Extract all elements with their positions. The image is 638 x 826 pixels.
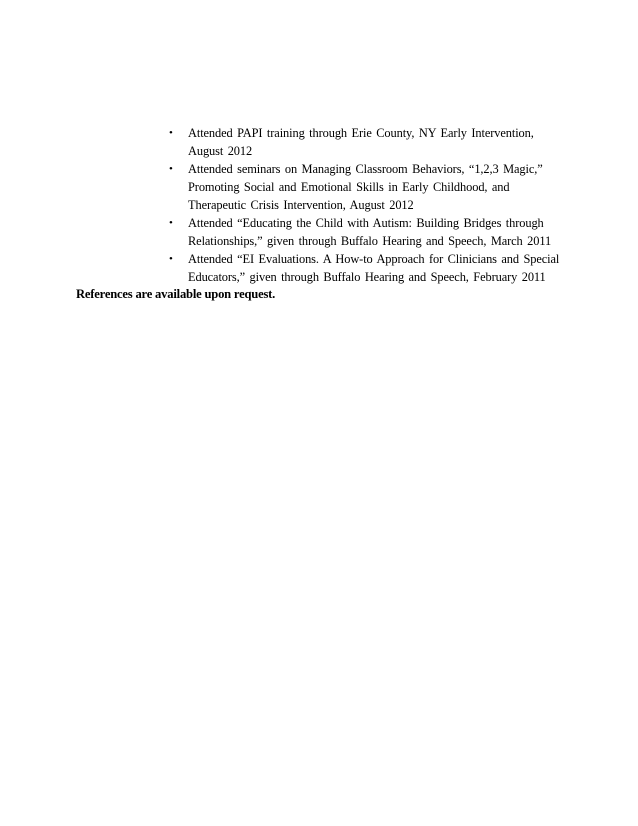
- list-item-line: Attended seminars on Managing Classroom Behaviors, “1,2,3 Magic,”: [188, 162, 543, 176]
- bullet-icon: •: [169, 217, 173, 229]
- list-item-line: August 2012: [188, 144, 253, 158]
- training-list: [169, 124, 602, 286]
- list-item-line: Attended “EI Evaluations. A How-to Approach for Clinicians and Special: [188, 252, 560, 266]
- list-item-line: Promoting Social and Emotional Skills in Early Childhood, and: [188, 180, 510, 194]
- list-item-line: Attended PAPI training through Erie County, NY Early Intervention,: [188, 126, 534, 140]
- list-item-line: Relationships,” given through Buffalo Hearing and Speech, March 2011: [188, 234, 552, 248]
- list-item-line: Therapeutic Crisis Intervention, August 2012: [188, 198, 414, 212]
- list-item: [169, 160, 602, 214]
- list-item: [169, 250, 602, 286]
- references-statement: References are available upon request.: [76, 287, 276, 301]
- list-item: [169, 124, 602, 160]
- bullet-icon: •: [169, 163, 173, 175]
- list-item-line: Attended “Educating the Child with Autism: Building Bridges through: [188, 216, 544, 230]
- bullet-icon: •: [169, 253, 173, 265]
- list-item: [169, 214, 602, 250]
- bullet-icon: •: [169, 127, 173, 139]
- list-item-line: Educators,” given through Buffalo Hearing and Speech, February 2011: [188, 270, 546, 284]
